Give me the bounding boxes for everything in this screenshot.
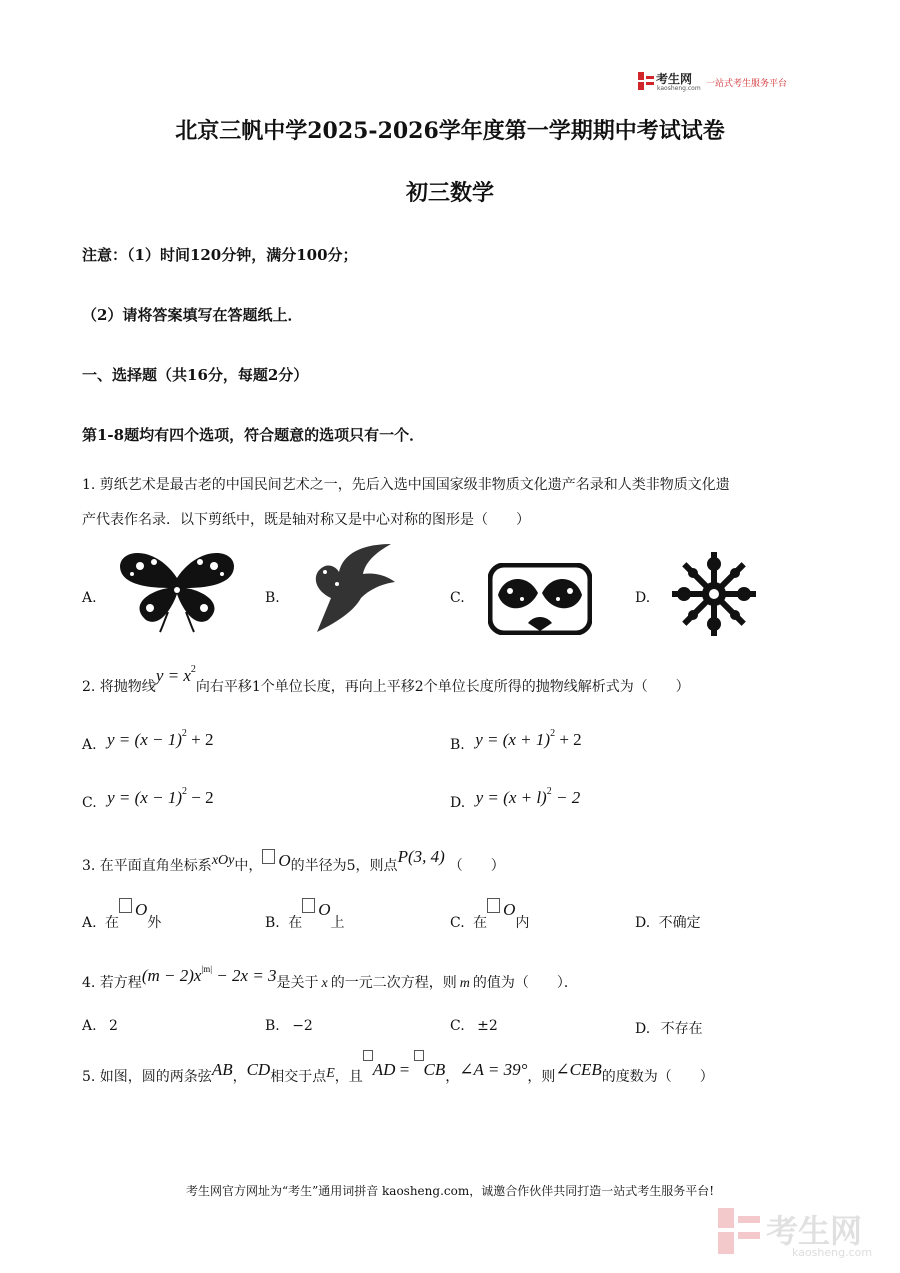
q2-option-b-expr: [475, 730, 581, 749]
q3-circle-name: O: [278, 851, 291, 870]
q1-text-line-1: 1. 剪纸艺术是最古老的中国民间艺术之一，先后入选中国国家级非物质文化遗产名录和人类非物质文化遗: [82, 477, 730, 493]
q5-stem: [82, 1060, 714, 1086]
note-line-1: 注意：（1）时间120分钟，满分100分；: [82, 246, 358, 264]
q3-option-c: [450, 900, 530, 932]
q2-option-d-label: D.: [450, 795, 466, 811]
q2-option-b-tail: + 2: [555, 730, 582, 749]
q3-option-a-post: 外: [147, 915, 162, 931]
section-instruction: 第1-8题均有四个选项，符合题意的选项只有一个．: [82, 426, 425, 444]
q2-stem: [82, 664, 690, 696]
q4-equation-exponent: |m|: [201, 964, 213, 974]
q5-angle-ceb: ∠CEB: [555, 1060, 602, 1079]
q1-option-a-label: A.: [82, 590, 97, 606]
q4-mid: 是关于: [276, 975, 319, 991]
logo-sub: kaosheng.com: [657, 85, 701, 92]
q4-mid2: 的一元二次方程，则: [330, 975, 457, 991]
q2-equation-base: y = x: [155, 666, 191, 685]
watermark: [718, 1206, 888, 1262]
q3-option-d: [635, 912, 701, 932]
q5-arc-cb: CB: [423, 1060, 446, 1079]
q2-option-a: [82, 728, 214, 754]
q1-option-b-label: B.: [265, 590, 280, 606]
q5-mid2: ，且: [334, 1069, 363, 1085]
watermark-logo-icon: [718, 1208, 760, 1254]
q1-option-c-label: C.: [450, 590, 465, 606]
q4-option-d: [635, 1018, 703, 1038]
q4-option-d-value: 不存在: [660, 1021, 703, 1037]
q2-option-d-exponent: 2: [546, 786, 552, 797]
q2-option-c: [82, 786, 214, 812]
q5-comma: ，: [232, 1069, 247, 1085]
q3-stem: [82, 847, 505, 875]
q3-option-d-text: 不确定: [658, 915, 701, 931]
q5-prefix: 5. 如图，圆的两条弦: [82, 1069, 212, 1085]
q2-option-a-base: y = (x − 1): [107, 730, 182, 749]
q4-option-b: [265, 1018, 313, 1034]
q2-option-c-expr: [107, 788, 213, 807]
q4-var-m: m: [459, 976, 470, 991]
q4-stem: [82, 964, 578, 992]
section-heading: 一、选择题（共16分，每题2分）: [82, 366, 309, 384]
q5-mid: 相交于点: [270, 1069, 327, 1085]
q2-option-d-base: y = (x + l): [475, 788, 547, 807]
circle-symbol-icon: [262, 849, 275, 864]
q3-option-c-label: C.: [450, 915, 465, 931]
q4-option-a-value: 2: [109, 1018, 118, 1034]
q2-prefix: 2. 将抛物线: [82, 679, 156, 695]
butterfly-papercut-image: [116, 548, 238, 634]
q4-option-c: [450, 1018, 498, 1034]
snowflake-papercut-image: [670, 550, 758, 638]
q5-arc-ad: AD: [372, 1060, 396, 1079]
q2-option-b-exponent: 2: [550, 728, 556, 739]
q3-option-b-circle: O: [318, 900, 331, 919]
q2-equation-exponent: 2: [190, 664, 196, 675]
q3-option-b-post: 上: [330, 915, 345, 931]
q4-option-a-label: A.: [82, 1018, 97, 1034]
q4-option-c-value: ±2: [477, 1018, 498, 1034]
q5-arc-equation: [363, 1060, 446, 1079]
q2-option-a-expr: [107, 730, 213, 749]
q3-option-c-pre: 在: [473, 915, 488, 931]
q3-option-b-pre: 在: [288, 915, 303, 931]
q3-option-c-circle: O: [503, 900, 516, 919]
q3-prefix: 3. 在平面直角坐标系: [82, 858, 212, 874]
q4-equation-base: (m − 2)x: [141, 966, 202, 985]
q5-mid3: ，则: [527, 1069, 556, 1085]
q4-option-a: [82, 1018, 118, 1034]
q5-chord-cd: CD: [246, 1060, 271, 1079]
q5-arc-eq: =: [395, 1060, 414, 1079]
note-line-2: （2）请将答案填写在答题纸上．: [82, 306, 303, 324]
q3-coordinate-system: xOy: [211, 853, 235, 868]
q4-option-d-label: D.: [635, 1021, 651, 1037]
q3-mid2: 的半径为5，则点: [290, 858, 398, 874]
q2-option-d-expr: [476, 788, 581, 807]
footer-text: 考生网官方网址为“考生”通用词拼音 kaosheng.com，诚邀合作伙伴共同打造一站式考生服务平台!: [185, 1184, 715, 1198]
q3-option-b: [265, 900, 345, 932]
q2-option-a-exponent: 2: [181, 728, 187, 739]
q3-point: P(3, 4): [397, 847, 445, 866]
q2-option-c-label: C.: [82, 795, 97, 811]
q4-prefix: 4. 若方程: [82, 975, 142, 991]
q2-option-a-tail: + 2: [186, 730, 214, 749]
watermark-name: 考生网: [766, 1212, 863, 1250]
watermark-sub: kaosheng.com: [792, 1246, 873, 1259]
fish-papercut-image: [488, 563, 592, 635]
circle-symbol-icon: [487, 898, 500, 913]
q4-suffix: 的值为（ ）．: [472, 975, 578, 991]
q5-comma2: ，: [445, 1069, 460, 1085]
q3-option-b-label: B.: [265, 915, 280, 931]
arc-symbol-icon: [363, 1050, 373, 1061]
q2-option-b-label: B.: [450, 737, 465, 753]
header-logo: [638, 70, 798, 94]
q5-angle-a: ∠A = 39°: [459, 1060, 528, 1079]
swallow-papercut-image: [303, 538, 395, 634]
q2-option-c-exponent: 2: [181, 786, 187, 797]
q2-suffix: 向右平移1个单位长度，再向上平移2个单位长度所得的抛物线解析式为（ ）: [195, 679, 690, 695]
q2-option-d: [450, 786, 581, 812]
q3-mid: 中，: [234, 858, 263, 874]
q2-option-a-label: A.: [82, 737, 97, 753]
q3-option-a-pre: 在: [105, 915, 120, 931]
q2-option-d-tail: − 2: [551, 788, 581, 807]
circle-symbol-icon: [119, 898, 132, 913]
q4-equation-tail: − 2x = 3: [212, 966, 277, 985]
q3-option-a: [82, 900, 162, 932]
arc-symbol-icon: [414, 1050, 424, 1061]
q2-option-b: [450, 728, 582, 754]
q4-equation: [142, 966, 277, 985]
q5-chord-ab: AB: [211, 1060, 233, 1079]
q4-var-x: x: [321, 976, 328, 991]
q2-option-b-base: y = (x + 1): [475, 730, 551, 749]
q3-option-a-circle: O: [135, 900, 148, 919]
q4-option-b-label: B.: [265, 1018, 280, 1034]
q4-option-b-value: −2: [292, 1018, 313, 1034]
circle-symbol-icon: [302, 898, 315, 913]
q5-point-e: E: [326, 1066, 335, 1081]
page-title: 北京三帆中学2025-2026学年度第一学期期中考试试卷: [175, 118, 725, 144]
q3-suffix: （ ）: [448, 858, 505, 874]
logo-mark-icon: [638, 72, 654, 90]
logo-name: 考生网: [656, 72, 693, 86]
q1-option-d-label: D.: [635, 590, 651, 606]
q2-option-c-tail: − 2: [186, 788, 214, 807]
q2-equation: [156, 666, 196, 685]
q3-option-d-label: D.: [635, 915, 651, 931]
q4-option-c-label: C.: [450, 1018, 465, 1034]
page-subtitle: 初三数学: [405, 180, 494, 206]
q1-text-line-2: 产代表作名录．以下剪纸中，既是轴对称又是中心对称的图形是（ ）: [82, 512, 530, 528]
logo-tagline: 一站式考生服务平台: [706, 79, 788, 89]
q3-option-a-label: A.: [82, 915, 97, 931]
q3-option-c-post: 内: [515, 915, 530, 931]
q2-option-c-base: y = (x − 1): [107, 788, 182, 807]
q5-suffix: 的度数为（ ）: [601, 1069, 714, 1085]
